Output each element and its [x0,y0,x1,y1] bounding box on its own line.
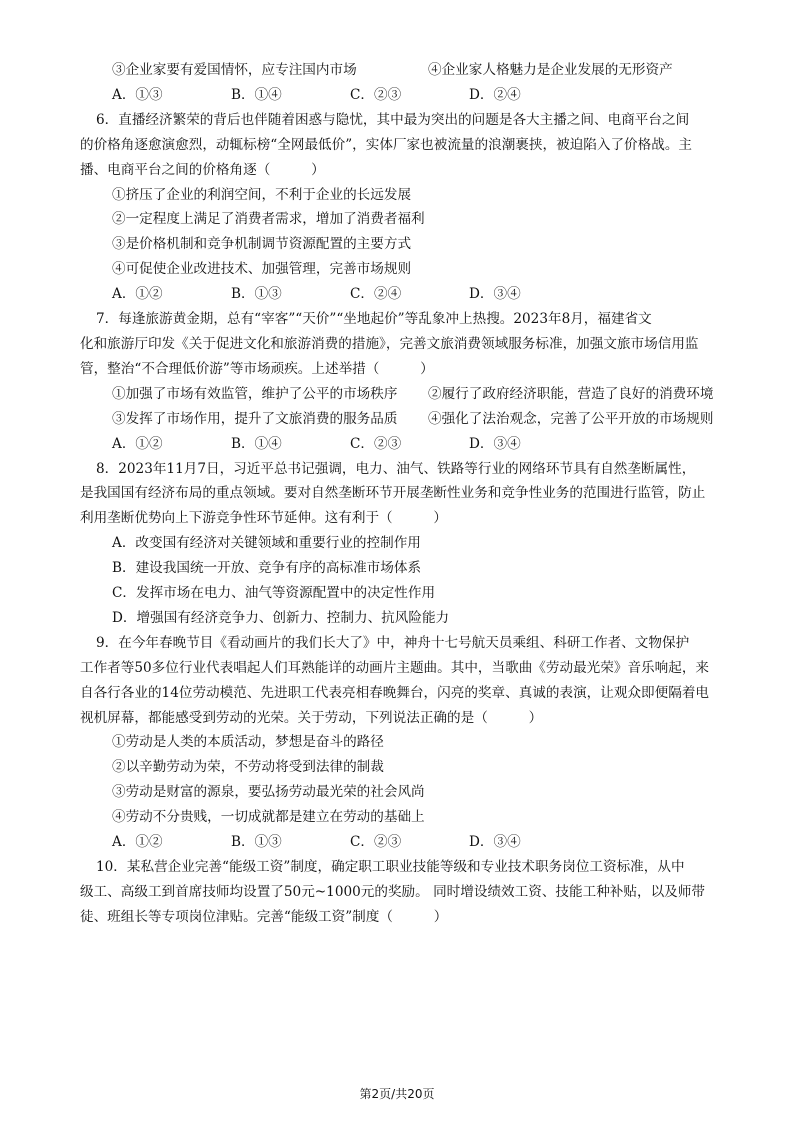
question-10 [80,855,716,930]
q9-option-1: ①劳动是人类的本质活动，梦想是奋斗的路径 [112,734,384,751]
question-7 [80,307,716,456]
q8-option-b: B．建设我国统一开放、竞争有序的高标准市场体系 [112,560,422,577]
q9-option-4: ④劳动不分贵贱，一切成就都是建立在劳动的基础上 [112,809,425,826]
q5-option-4: ④企业家人格魅力是企业发展的无形资产 [428,62,673,78]
q9-stem-line-1: 9．在今年春晚节目《看动画片的我们长大了》中，神舟十七号航天员乘组、科研工作者、文物保护 [96,634,690,651]
q6-option-1: ①挤压了企业的利润空间，不利于企业的长远发展 [112,186,412,203]
q9-stem-line-4: 视机屏幕，都能感受到劳动的光荣。关于劳动，下列说法正确的是（ ） [80,709,543,726]
q5-choice-a: A．①③ [112,86,163,103]
q6-choice-a: A．①② [112,286,163,303]
q6-stem-line-2: 的价格角逐愈演愈烈，动辄标榜“全网最低价”，实体厂家也被流量的浪潮裹挟，被迫陷入了价格战。主 [80,136,693,153]
q6-choices [96,282,716,307]
question-9 [80,631,716,855]
page-content [80,58,716,930]
q7-option-2: ②履行了政府经济职能，营造了良好的消费环境 [428,385,714,402]
q10-stem-line-2: 级工、高级工到首席技师均设置了50元~1000元的奖励。 同时增设绩效工资、技能工种补贴，以及师带 [80,883,705,900]
q6-choice-d: D．③④ [469,286,521,303]
q5-option-3: ③企业家要有爱国情怀，应专注国内市场 [112,62,357,78]
q10-stem-line-3: 徒、班组长等专项岗位津贴。完善“能级工资”制度（ ） [80,908,448,925]
q5-choice-b: B．①④ [231,86,282,103]
q7-choice-c: C．②③ [350,435,402,452]
question-8 [80,457,716,631]
q7-choice-b: B．①④ [231,435,282,452]
q7-option-3: ③发挥了市场作用，提升了文旅消费的服务品质 [112,410,398,427]
q7-options-row-2 [96,407,716,432]
q9-stem-line-3: 自各行各业的14位劳动模范、先进职工代表亮相春晚舞台，闪亮的奖章、真诚的表演，让观众即便隔着电 [80,684,710,701]
q9-choices [96,830,716,855]
q6-option-2: ②一定程度上满足了消费者需求，增加了消费者福利 [112,211,425,228]
q7-stem-line-2: 化和旅游厅印发《关于促进文化和旅游消费的措施》，完善文旅消费领域服务标准，加强文旅市场信用监 [80,335,699,352]
q10-stem-line-1: 10．某私营企业完善“能级工资”制度，确定职工职业技能等级和专业技术职务岗位工资标准，从中 [96,859,685,875]
q8-option-a: A．改变国有经济对关键领域和重要行业的控制作用 [112,535,421,552]
q7-option-4: ④强化了法治观念，完善了公平开放的市场规则 [428,410,714,427]
q8-option-d: D．增强国有经济竞争力、创新力、控制力、抗风险能力 [112,609,450,626]
q9-choice-c: C．②③ [350,834,402,851]
q7-option-1: ①加强了市场有效监管，维护了公平的市场秩序 [112,385,398,402]
q6-choice-b: B．①③ [231,286,282,303]
q9-choice-d: D．③④ [469,834,521,851]
q7-choice-a: A．①② [112,435,163,452]
q7-choice-d: D．③④ [469,435,521,452]
q5-choice-c: C．②③ [350,86,402,103]
page-number-footer: 第2页/共20页 [359,1087,435,1101]
q8-stem-line-3: 利用垄断优势向上下游竞争性环节延伸。这有利于（ ） [80,510,448,527]
q7-options-row-1 [96,382,716,407]
q5-choices [96,83,716,108]
q8-option-c: C．发挥市场在电力、油气等资源配置中的决定性作用 [112,585,436,602]
q9-option-3: ③劳动是财富的源泉，要弘扬劳动最光荣的社会风尚 [112,784,425,801]
q6-stem-line-1: 6．直播经济繁荣的背后也伴随着困惑与隐忧，其中最为突出的问题是各大主播之间、电商平台之间 [96,111,690,128]
q5-options-row [96,58,716,83]
q7-stem-line-3: 管，整治“不合理低价游”等市场顽疾。上述举措（ ） [80,360,434,377]
q7-stem-line-1: 7．每逢旅游黄金期，总有“宰客”“天价”“坐地起价”等乱象冲上热搜。2023年8月，福建省文 [96,311,652,328]
q5-choice-d: D．②④ [469,86,521,103]
q8-stem-line-1: 8．2023年11月7日，习近平总书记强调，电力、油气、铁路等行业的网络环节具有自然垄断属性， [96,460,696,477]
question-6 [80,108,716,307]
q6-option-3: ③是价格机制和竞争机制调节资源配置的主要方式 [112,236,412,253]
q9-choice-a: A．①② [112,834,163,851]
q6-stem-line-3: 播、电商平台之间的价格角逐（ ） [80,161,325,178]
q8-stem-line-2: 是我国国有经济布局的重点领域。要对自然垄断环节开展垄断性业务和竞争性业务的范围进行监管，防止 [80,485,706,502]
q6-choice-c: C．②④ [350,286,402,303]
q7-choices [96,432,716,457]
q6-option-4: ④可促使企业改进技术、加强管理，完善市场规则 [112,261,412,278]
q9-choice-b: B．①③ [231,834,282,851]
q9-stem-line-2: 工作者等50多位行业代表唱起人们耳熟能详的动画片主题曲。其中，当歌曲《劳动最光荣》音乐响起，来 [80,659,710,676]
q9-option-2: ②以辛勤劳动为荣，不劳动将受到法律的制裁 [112,759,384,776]
